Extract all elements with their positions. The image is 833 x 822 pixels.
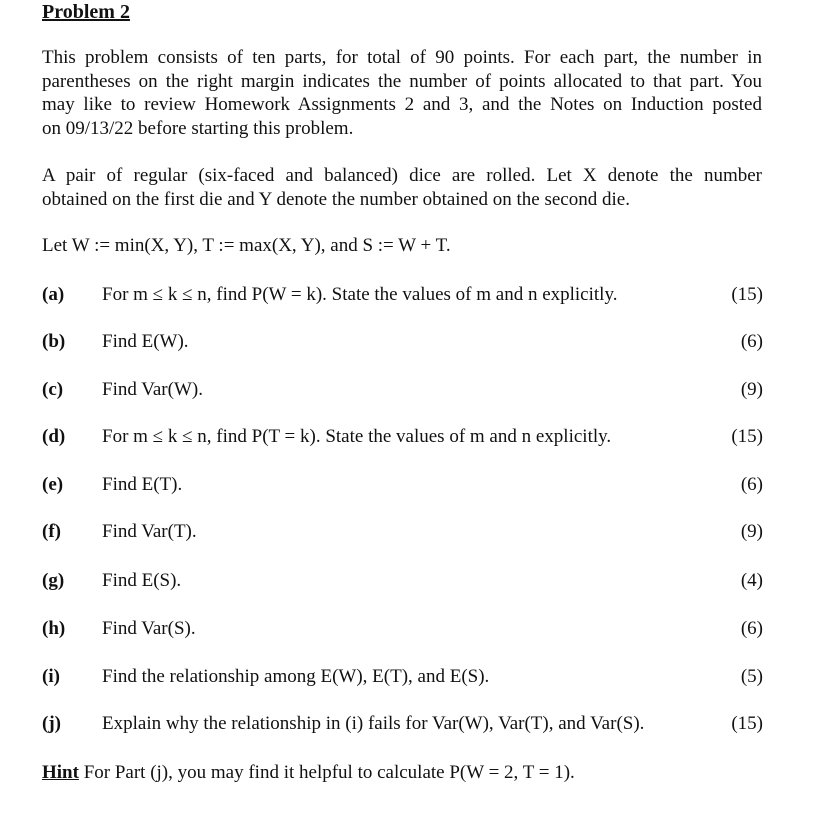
part-text: Find Var(S). [102, 618, 196, 639]
part-a [42, 282, 763, 308]
part-label: (e) [42, 474, 64, 495]
intro-line-4: on 09/13/22 before starting this problem. [42, 117, 354, 139]
setup-line-2: obtained on the first die and Y denote the number obtained on the second die. [42, 188, 630, 210]
part-points: (15) [731, 284, 763, 305]
part-points: (4) [740, 570, 763, 591]
part-text: For m ≤ k ≤ n, find P(W = k). State the values of m and n explicitly. [102, 284, 618, 305]
variable-definitions: Let W := min(X, Y), T := max(X, Y), and S := W + T. [42, 235, 451, 256]
part-points: (15) [731, 713, 763, 734]
part-text: Find E(W). [102, 331, 189, 352]
setup-line-1: A pair of regular (six-faced and balanced) dice are rolled. Let X denote the number [42, 165, 762, 186]
part-h [42, 616, 763, 642]
intro-paragraph [42, 46, 762, 140]
part-label: (f) [42, 521, 61, 542]
part-label: (j) [42, 713, 61, 734]
hint-text: For Part (j), you may find it helpful to calculate P(W = 2, T = 1). [83, 762, 575, 783]
part-text: For m ≤ k ≤ n, find P(T = k). State the values of m and n explicitly. [102, 426, 612, 447]
part-points: (15) [731, 426, 763, 447]
part-f [42, 519, 763, 545]
part-e [42, 472, 763, 498]
part-text: Find Var(W). [102, 379, 203, 400]
setup-paragraph [42, 164, 762, 211]
part-label: (c) [42, 379, 64, 400]
part-label: (g) [42, 570, 65, 591]
part-text: Find E(S). [102, 570, 182, 591]
part-j [42, 711, 763, 737]
part-points: (6) [740, 331, 763, 352]
problem-title: Problem 2 [42, 1, 130, 23]
part-label: (b) [42, 331, 66, 352]
intro-line-2: parentheses on the right margin indicates the number of points allocated to that part. You [42, 70, 762, 92]
hint [42, 760, 575, 786]
part-text: Explain why the relationship in (i) fails for Var(W), Var(T), and Var(S). [102, 713, 645, 734]
part-d [42, 424, 763, 450]
intro-line-3: may like to review Homework Assignments 2 and 3, and the Notes on Induction posted [42, 94, 762, 115]
part-g [42, 568, 763, 594]
intro-line-1: This problem consists of ten parts, for total of 90 points. For each part, the number in [42, 47, 762, 68]
part-points: (6) [740, 474, 763, 495]
part-i [42, 664, 763, 690]
part-points: (9) [740, 379, 763, 400]
part-points: (6) [740, 618, 763, 639]
part-text: Find E(T). [102, 474, 183, 495]
part-b [42, 329, 763, 355]
part-text: Find Var(T). [102, 521, 197, 542]
part-points: (9) [740, 521, 763, 542]
hint-label: Hint [42, 762, 79, 783]
part-label: (h) [42, 618, 66, 639]
part-c [42, 377, 763, 403]
part-points: (5) [740, 666, 763, 687]
part-text: Find the relationship among E(W), E(T), and E(S). [102, 666, 490, 687]
part-label: (a) [42, 284, 65, 305]
part-label: (i) [42, 666, 60, 687]
part-label: (d) [42, 426, 66, 447]
